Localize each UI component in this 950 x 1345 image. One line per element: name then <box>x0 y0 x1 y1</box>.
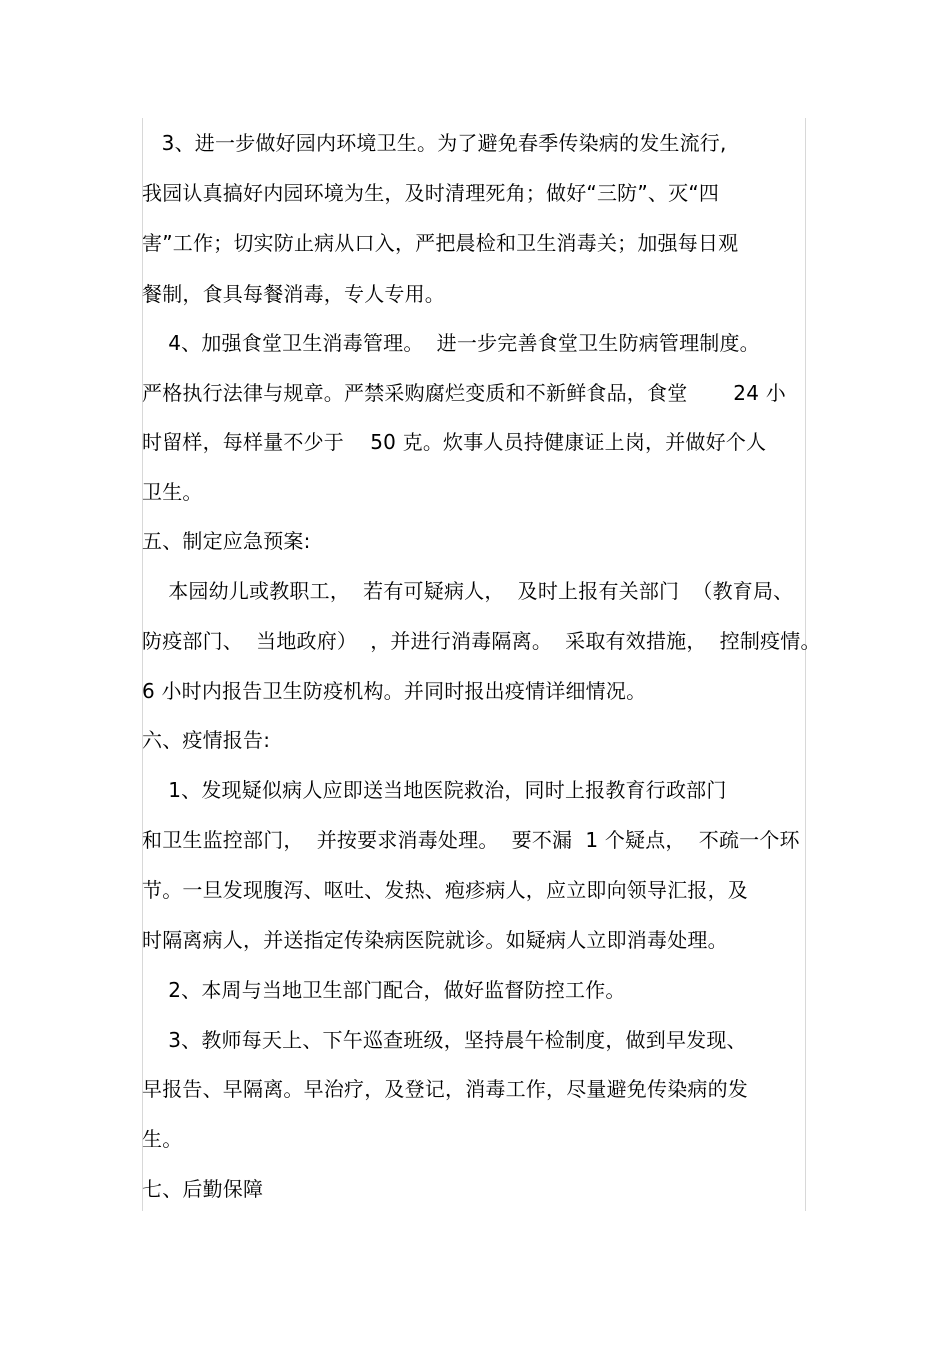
paragraph-line: 严格执行法律与规章。严禁采购腐烂变质和不新鲜食品，食堂 24 小 <box>142 381 786 405</box>
paragraph-line: 害”工作；切实防止病从口入，严把晨检和卫生消毒关；加强每日观 <box>142 231 739 255</box>
section-heading: 五、制定应急预案: <box>142 529 311 553</box>
paragraph-line: 防疫部门、 当地政府） ，并进行消毒隔离。 采取有效措施， 控制疫情。 <box>142 629 821 653</box>
section-heading: 七、后勤保障 <box>142 1177 264 1201</box>
section-heading: 六、疫情报告: <box>142 728 271 752</box>
paragraph-line: 1、发现疑似病人应即送当地医院救治，同时上报教育行政部门 <box>142 778 727 802</box>
paragraph-line: 3、教师每天上、下午巡查班级，坚持晨午检制度，做到早发现、 <box>142 1028 747 1052</box>
paragraph-line: 4、加强食堂卫生消毒管理。 进一步完善食堂卫生防病管理制度。 <box>142 331 760 355</box>
paragraph-line: 本园幼儿或教职工， 若有可疑病人， 及时上报有关部门 （教育局、 <box>142 579 794 603</box>
paragraph-line: 和卫生监控部门， 并按要求消毒处理。 要不漏 1 个疑点， 不疏一个环 <box>142 828 800 852</box>
paragraph-line: 早报告、早隔离。早治疗，及登记，消毒工作，尽量避免传染病的发 <box>142 1077 748 1101</box>
paragraph-line: 餐制，食具每餐消毒，专人专用。 <box>142 282 445 306</box>
paragraph-line: 生。 <box>142 1127 183 1151</box>
document-page <box>142 118 821 1211</box>
paragraph-line: 2、本周与当地卫生部门配合，做好监督防控工作。 <box>142 978 626 1002</box>
paragraph-line: 我园认真搞好内园环境为生，及时清理死角；做好“三防”、灭“四 <box>142 181 720 205</box>
paragraph-line: 卫生。 <box>142 480 203 504</box>
paragraph-line: 3、进一步做好园内环境卫生。为了避免春季传染病的发生流行, <box>142 131 727 155</box>
paragraph-line: 时留样，每样量不少于 50 克。炊事人员持健康证上岗，并做好个人 <box>142 430 767 454</box>
paragraph-line: 时隔离病人，并送指定传染病医院就诊。如疑病人立即消毒处理。 <box>142 928 728 952</box>
paragraph-line: 6 小时内报告卫生防疫机构。并同时报出疫情详细情况。 <box>142 679 647 703</box>
paragraph-line: 节。一旦发现腹泻、呕吐、发热、疱疹病人，应立即向领导汇报，及 <box>142 878 748 902</box>
right-margin-line <box>805 118 806 1211</box>
